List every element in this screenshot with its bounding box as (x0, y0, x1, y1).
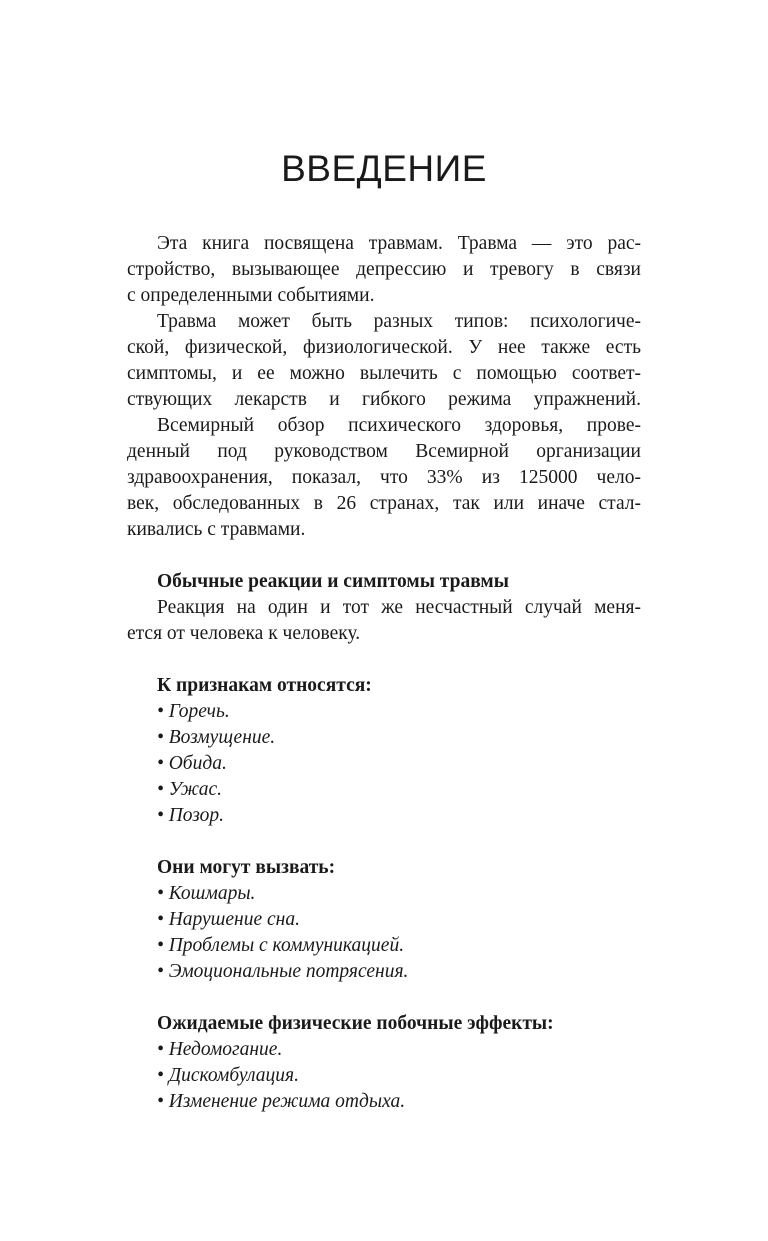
paragraph-2-line: Травма может быть разных типов: психологиче- (157, 311, 641, 332)
causes-list-item: • Кошмары. (157, 883, 256, 904)
paragraph-3-line: кивались с травмами. (127, 519, 306, 540)
body-text (127, 231, 641, 1115)
signs-heading: К признакам относятся: (157, 675, 372, 696)
signs-list-item: • Позор. (157, 805, 225, 826)
paragraph-2-line: симптомы, и ее можно вылечить с помощью соответ- (127, 363, 641, 384)
effects-list-item: • Недомогание. (157, 1039, 283, 1060)
paragraph-2-line: ствующих лекарств и гибкого режима упражнений. (127, 389, 641, 410)
causes-list-item: • Проблемы с коммуникацией. (157, 935, 405, 956)
paragraph-2-line: ской, физической, физиологической. У нее также есть (127, 337, 641, 358)
chapter-title: ВВЕДЕНИЕ (281, 148, 487, 189)
paragraph-1-line: Эта книга посвящена травмам. Травма — это рас- (157, 233, 641, 254)
paragraph-3-line: здравоохранения, показал, что 33% из 125000 чело- (127, 467, 641, 488)
paragraph-3-line: век, обследованных в 26 странах, так или иначе стал- (127, 493, 641, 514)
paragraph-3-line: денный под руководством Всемирной организации (127, 441, 641, 462)
effects-heading: Ожидаемые физические побочные эффекты: (157, 1013, 554, 1034)
paragraph-1-line: с определенными событиями. (127, 285, 375, 306)
signs-list-item: • Возмущение. (157, 727, 276, 748)
signs-list-item: • Обида. (157, 753, 227, 774)
effects-list-item: • Изменение режима отдыха. (157, 1091, 406, 1112)
signs-list-item: • Горечь. (157, 701, 230, 722)
reactions-line: ется от человека к человеку. (127, 623, 361, 644)
reactions-line: Реакция на один и тот же несчастный случай меня- (157, 597, 641, 618)
signs-list-item: • Ужас. (157, 779, 223, 800)
paragraph-1-line: стройство, вызывающее депрессию и тревогу в связи (127, 259, 641, 280)
causes-list-item: • Нарушение сна. (157, 909, 300, 930)
paragraph-3-line: Всемирный обзор психического здоровья, прове- (157, 415, 641, 436)
effects-list-item: • Дискомбулация. (157, 1065, 299, 1086)
reactions-heading: Обычные реакции и симптомы травмы (157, 571, 509, 592)
causes-heading: Они могут вызвать: (157, 857, 336, 878)
causes-list-item: • Эмоциональные потрясения. (157, 961, 409, 982)
